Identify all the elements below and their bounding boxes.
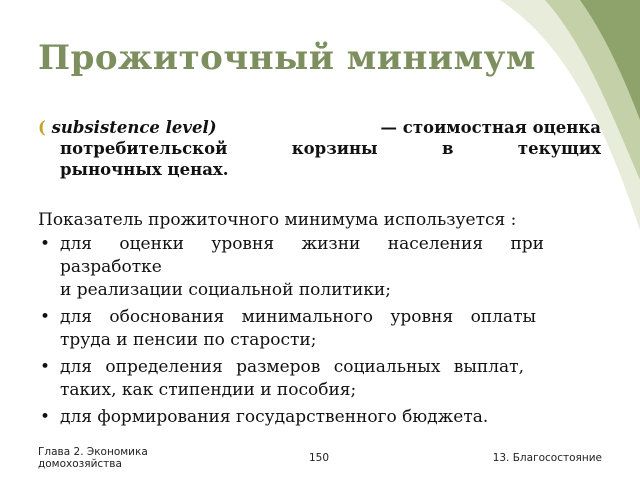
definition-line1-rest: — стоимостная оценка bbox=[380, 118, 601, 137]
bullet-item-3 bbox=[38, 356, 601, 402]
corner-decoration bbox=[490, 0, 640, 230]
bullet-icon: • bbox=[40, 234, 51, 254]
bullet-line bbox=[60, 379, 601, 402]
bullet-line bbox=[60, 256, 601, 279]
bullet-line bbox=[60, 329, 601, 352]
bullet-line bbox=[60, 233, 601, 256]
bullet-icon: • bbox=[40, 407, 51, 427]
bullet-item-4 bbox=[38, 406, 601, 429]
bullet-text: для обоснования минимального уровня оплаты bbox=[60, 307, 537, 327]
definition-word: потребительской bbox=[60, 139, 228, 158]
lead-paragraph: Показатель прожиточного минимума используется : bbox=[38, 210, 517, 230]
bullet-line bbox=[60, 356, 601, 379]
definition-block bbox=[38, 117, 601, 180]
slide-title: Прожиточный минимум bbox=[38, 38, 536, 78]
bullet-text: и реализации социальной политики; bbox=[60, 280, 391, 300]
bullet-text: таких, как стипендии и пособия; bbox=[60, 380, 357, 400]
bullet-line bbox=[60, 406, 601, 429]
bullet-item-2 bbox=[38, 306, 601, 352]
definition-word: в bbox=[441, 139, 454, 158]
footer-section: 13. Благосостояние bbox=[492, 452, 602, 464]
definition-line-2 bbox=[38, 138, 601, 159]
bullet-list bbox=[38, 233, 601, 433]
definition-term bbox=[38, 117, 217, 138]
bullet-text: разработке bbox=[60, 257, 162, 277]
bullet-icon: • bbox=[40, 357, 51, 377]
bullet-icon: • bbox=[40, 307, 51, 327]
bullet-text: труда и пенсии по старости; bbox=[60, 330, 317, 350]
bullet-item-1 bbox=[38, 233, 601, 302]
bullet-text: для определения размеров социальных выплат, bbox=[60, 357, 524, 377]
footer-chapter: Глава 2. Экономика домохозяйства bbox=[38, 446, 148, 470]
definition-word: текущих bbox=[517, 139, 601, 158]
paren-open: ( bbox=[38, 118, 46, 137]
bullet-line bbox=[60, 306, 601, 329]
footer-page-number: 150 bbox=[309, 452, 330, 464]
term-english: subsistence level) bbox=[51, 118, 217, 137]
definition-line-3 bbox=[38, 159, 601, 180]
bullet-words: для оценки уровня жизни населения при bbox=[60, 234, 545, 254]
definition-line-1 bbox=[38, 117, 601, 138]
bullet-text: для формирования государственного бюджета. bbox=[60, 407, 489, 427]
definition-line3-text: рыночных ценах. bbox=[60, 160, 229, 179]
definition-word: корзины bbox=[291, 139, 378, 158]
bullet-line bbox=[60, 279, 601, 302]
